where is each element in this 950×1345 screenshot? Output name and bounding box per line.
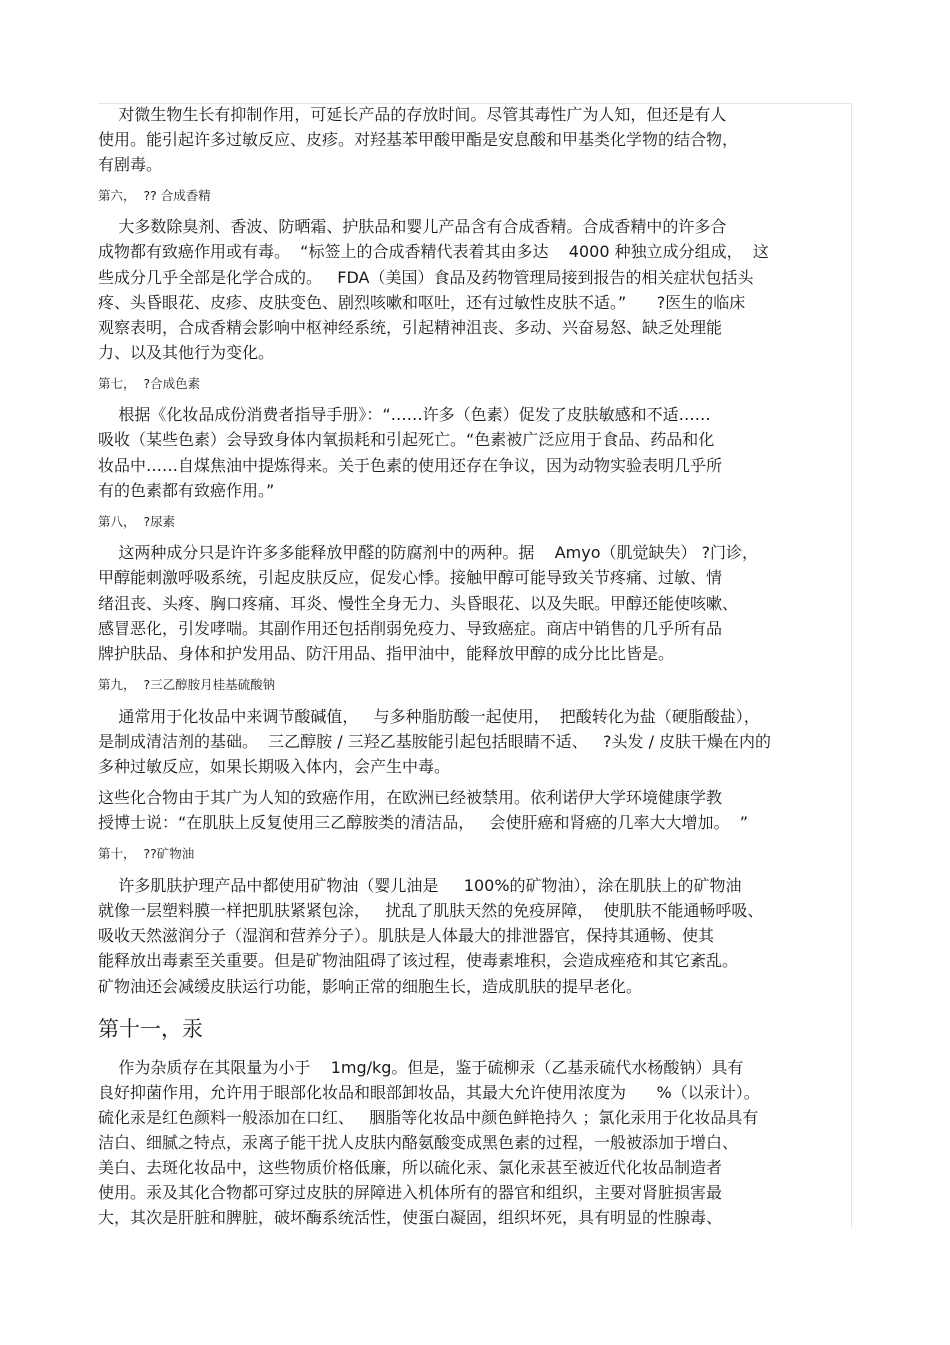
body-text-line: 能释放出毒素至关重要。但是矿物油阻碍了该过程，使毒素堆积，会造成痤疮和其它紊乱。 (98, 951, 739, 970)
body-text-line: 这两种成分只是许许多多能释放甲醛的防腐剂中的两种。据 Amyo（肌觉缺失） ?门诊， (98, 543, 759, 562)
body-text-line: 对微生物生长有抑制作用，可延长产品的存放时间。尽管其毒性广为人知，但还是有人 (98, 105, 727, 124)
body-text-line: 矿物油还会减缓皮肤运行功能，影响正常的细胞生长，造成肌肤的提早老化。 (98, 977, 643, 996)
body-text-line: 是制成清洁剂的基础。 三乙醇胺 / 三羟乙基胺能引起包括眼睛不适、 ?头发 / 皮肤干燥在内的 (98, 732, 772, 751)
body-text-line: 使用。汞及其化合物都可穿过皮肤的屏障进入机体所有的器官和组织，主要对肾脏损害最 (98, 1183, 723, 1202)
body-text-line: 观察表明，合成香精会影响中枢神经系统，引起精神沮丧、多动、兴奋易怒、缺乏处理能 (98, 318, 723, 337)
body-text-line: 通常用于化妆品中来调节酸碱值， 与多种脂肪酸一起使用， 把酸转化为盐（硬脂酸盐）， (98, 707, 760, 726)
section-heading: 第十一，汞 (98, 1017, 203, 1041)
body-text-line: 疼、头昏眼花、皮疹、皮肤变色、剧烈咳嗽和呕吐，还有过敏性皮肤不适。” ?医生的临床 (98, 293, 746, 312)
body-text-line: 美白、去斑化妆品中，这些物质价格低廉，所以硫化汞、氯化汞甚至被近代化妆品制造者 (98, 1158, 723, 1177)
body-text-line: 这些化合物由于其广为人知的致癌作用，在欧洲已经被禁用。依利诺伊大学环境健康学教 (98, 788, 723, 807)
body-text-line: 硫化汞是红色颜料一般添加在口红、 胭脂等化妆品中颜色鲜艳持久 ；氯化汞用于化妆品具有 (98, 1108, 759, 1127)
page-border-right (851, 103, 852, 1228)
body-text-line: 妆品中……自煤焦油中提炼得来。关于色素的使用还存在争议，因为动物实验表明几乎所 (98, 456, 723, 475)
body-text-line: 根据《化妆品成份消费者指导手册》：“……许多（色素）促发了皮肤敏感和不适…… (98, 405, 711, 424)
body-text-line: 力、以及其他行为变化。 (98, 343, 275, 362)
body-text-line: 有剧毒。 (98, 155, 163, 174)
body-text-line: 吸收天然滋润分子（湿润和营养分子）。肌肤是人体最大的排泄器官，保持其通畅、使其 (98, 926, 715, 945)
body-text-line: 多种过敏反应，如果长期吸入体内，会产生中毒。 (98, 757, 451, 776)
body-text-line: 牌护肤品、身体和护发用品、防汗用品、指甲油中，能释放甲醇的成分比比皆是。 (98, 644, 675, 663)
body-text-line: 甲醇能刺激呼吸系统，引起皮肤反应，促发心悸。接触甲醇可能导致关节疼痛、过敏、情 (98, 568, 723, 587)
body-text-line: 吸收（某些色素）会导致身体内氧损耗和引起死亡。“色素被广泛应用于食品、药品和化 (98, 430, 715, 449)
body-text-line: 大，其次是肝脏和脾脏，破坏酶系统活性，使蛋白凝固，组织坏死，具有明显的性腺毒、 (98, 1208, 723, 1227)
body-text-line: 大多数除臭剂、香波、防晒霜、护肤品和婴儿产品含有合成香精。合成香精中的许多合 (98, 217, 727, 236)
body-text-line: 洁白、细腻之特点，汞离子能干扰人皮肤内酪氨酸变成黑色素的过程，一般被添加于增白、 (98, 1133, 739, 1152)
subsection-heading: 第七， ?合成色素 (98, 376, 201, 391)
subsection-heading: 第八， ?尿素 (98, 514, 176, 529)
body-text-line: 感冒恶化，引发哮喘。其副作用还包括削弱免疫力、导致癌症。商店中销售的几乎所有品 (98, 619, 723, 638)
body-text-line: 些成分几乎全部是化学合成的。 FDA（美国）食品及药物管理局接到报告的相关症状包括头 (98, 268, 754, 287)
subsection-heading: 第十， ??矿物油 (98, 846, 195, 861)
body-text-line: 作为杂质存在其限量为小于 1mg/kg。但是，鉴于硫柳汞（乙基汞硫代水杨酸钠）具有 (98, 1058, 744, 1077)
body-text-line: 成物都有致癌作用或有毒。 “标签上的合成香精代表着其由多达 4000 种独立成分组成， 这 (98, 242, 769, 261)
body-text-line: 使用。能引起许多过敏反应、皮疹。对羟基苯甲酸甲酯是安息酸和甲基类化学物的结合物， (98, 130, 739, 149)
body-text-line: 绪沮丧、头疼、胸口疼痛、耳炎、慢性全身无力、头昏眼花、以及失眠。甲醇还能使咳嗽、 (98, 594, 739, 613)
body-text-line: 许多肌肤护理产品中都使用矿物油（婴儿油是 100%的矿物油），涂在肌肤上的矿物油 (98, 876, 742, 895)
body-text-line: 良好抑菌作用，允许用于眼部化妆品和眼部卸妆品，其最大允许使用浓度为 %（以汞计）。 (98, 1083, 760, 1102)
body-text-line: 有的色素都有致癌作用。” (98, 481, 275, 500)
body-text-line: 就像一层塑料膜一样把肌肤紧紧包涂， 扰乱了肌肤天然的免疫屏障， 使肌肤不能通畅呼吸、 (98, 901, 764, 920)
body-text-line: 授博士说：“在肌肤上反复使用三乙醇胺类的清洁品， 会使肝癌和肾癌的几率大大增加。 ” (98, 813, 749, 832)
subsection-heading: 第九， ?三乙醇胺月桂基硫酸钠 (98, 677, 276, 692)
subsection-heading: 第六， ?? 合成香精 (98, 188, 211, 203)
